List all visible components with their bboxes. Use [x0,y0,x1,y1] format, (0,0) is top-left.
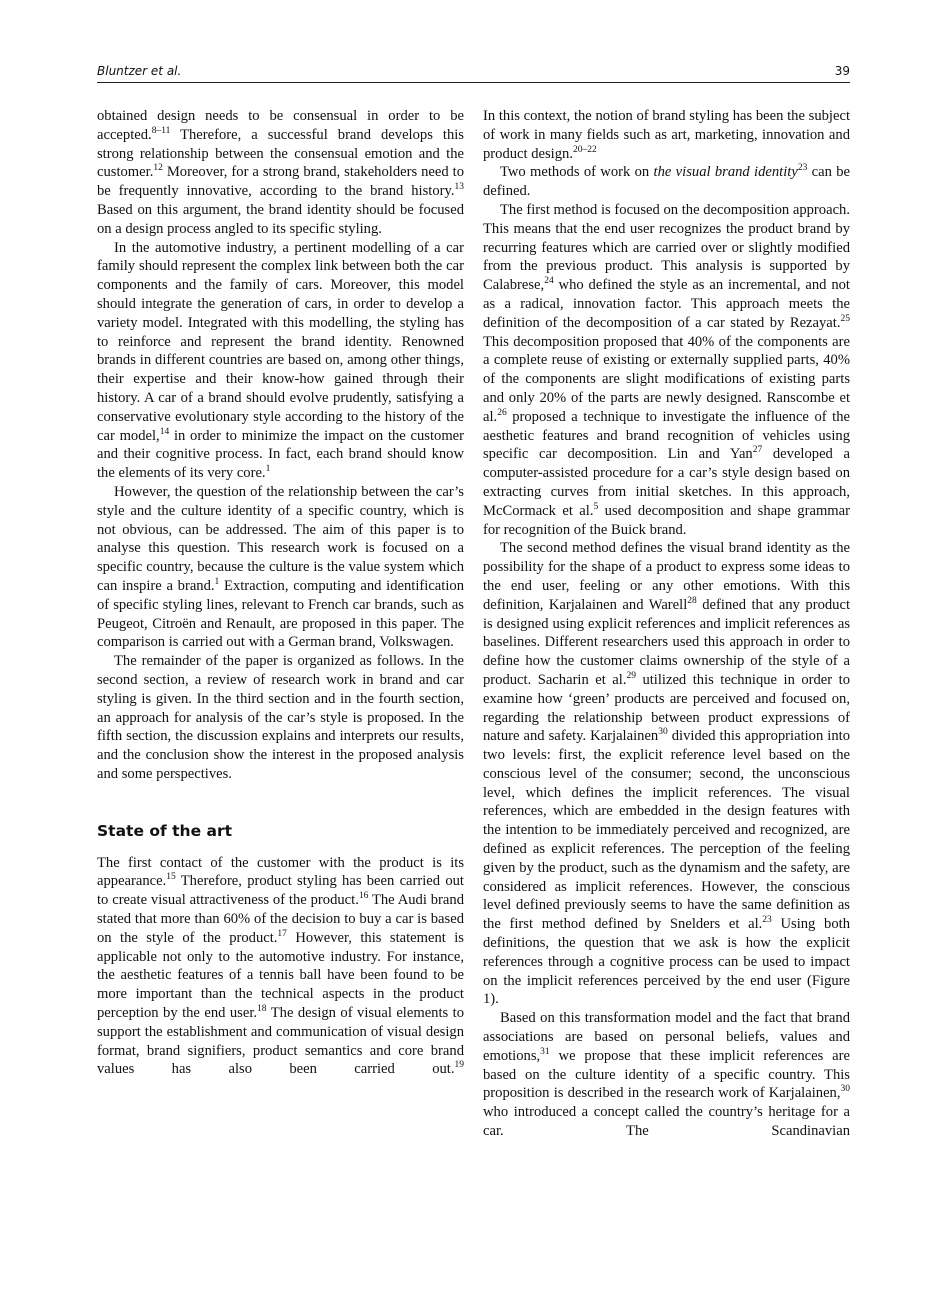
text-run: used decomposition and shape grammar for recognition of the Buick brand. [483,502,850,538]
body-paragraph [97,483,464,652]
text-run: The Audi brand stated that more than 60% of the decision to buy a car is based on the style of the product. [97,892,464,946]
citation-superscript: 19 [454,1060,464,1071]
body-paragraph [483,107,850,163]
text-run: However, this statement is applicable not only to the automotive industry. For instance, the aesthetic features of a tennis ball have been found to be more important than the technical aspects in the product perception by the end user. [97,929,464,1022]
text-run: who introduced a concept called the country’s heritage for a car. The Scandinavian [483,1104,850,1140]
text-run: utilized this technique in order to examine how ‘green’ products are perceived and focused on, regarding the relationship between product expressions of nature and safety. Karjalainen [483,671,850,745]
citation-superscript: 16 [358,891,369,902]
citation-superscript: 28 [687,595,697,606]
text-run: defined that any product is designed using explicit references and implicit references as baselines. Different researchers used this approach in order to define how the customer claims ownership of the style of a product. Sacharin et al. [483,596,851,688]
body-paragraph [483,1009,850,1141]
text-run: The first contact of the customer with the product is its appearance. [97,854,464,890]
text-run: In this context, the notion of brand styling has been the subject of work in many fields such as art, marketing, innovation and product design. [483,108,850,162]
left-column [97,107,464,1079]
citation-superscript: 17 [277,928,287,939]
citation-superscript: 18 [257,1004,267,1015]
text-run: The second method defines the visual brand identity as the possibility for the shape of a product to express some ideas to the end user, feeling or any other emotions. With this definition, Karjalainen and Warell [483,540,850,613]
text-run: obtained design needs to be consensual in order to be accepted. [97,108,464,143]
text-run: developed a computer-assisted procedure for a car’s style design based on extracting curves from initial sketches. In this approach, McCormack et al. [483,446,850,519]
citation-superscript: 31 [540,1046,550,1057]
citation-superscript: 27 [752,445,763,456]
citation-superscript: 24 [544,276,554,287]
citation-superscript: 14 [159,426,170,437]
text-run: proposed a technique to investigate the influence of the aesthetic features and brand recognition of vehicles using specific car decomposition. Lin and Yan [483,408,850,463]
citation-superscript: 23 [797,163,808,174]
body-paragraph [97,652,464,784]
text-run: Therefore, product styling has been carried out to create visual attractiveness of the product. [97,873,464,909]
text-run: Using both definitions, the question that we ask is how the explicit references through a cognitive process can be used to impact on the implicit references perceived by the end user (Figure 1). [483,916,850,1008]
section-heading: State of the art [97,821,233,840]
citation-superscript: 30 [658,727,668,738]
body-paragraph [483,163,850,201]
citation-superscript: 15 [166,872,176,883]
italic-text: the visual brand identity [653,164,798,181]
citation-superscript: 20–22 [572,144,597,155]
body-paragraph [483,539,850,1009]
running-header [97,62,850,83]
citation-superscript: 26 [497,407,507,418]
text-run: Based on this argument, the brand identity should be focused on a design process angled to its specific styling. [97,201,464,237]
text-run: However, the question of the relationship between the car’s style and the culture identity of a specific country, which is not obvious, can be addressed. The aim of this paper is to analyse this question. This research work is focused on a specific country, because the culture is the value system which can inspire a brand. [97,483,464,594]
text-run: Based on this transformation model and the fact that brand associations are based on personal beliefs, values and emotions, [483,1010,850,1064]
body-paragraph [97,239,464,483]
text-run: Moreover, for a strong brand, stakeholders need to be frequently innovative, according to the brand history. [97,164,464,200]
text-run: Two methods of work on [500,164,654,181]
body-paragraph [97,107,464,239]
citation-superscript: 8–11 [151,125,171,136]
citation-superscript: 13 [454,182,464,193]
citation-superscript: 12 [153,163,163,174]
citation-superscript: 25 [840,313,850,324]
text-run: can be defined. [483,164,850,200]
citation-superscript: 23 [762,915,772,926]
text-run: we propose that these implicit references are based on the culture identity of a specific country. This proposition is described in the research work of Karjalainen, [483,1047,850,1102]
right-column [483,107,850,1141]
left-paragraphs-intro [97,107,464,784]
citation-superscript: 30 [840,1084,850,1095]
left-paragraphs-state-of-art [97,854,464,1080]
text-run: In the automotive industry, a pertinent modelling of a car family should represent the complex link between both the car components and the family of cars. Moreover, this model should integrate the generation of cars, in order to develop a variety model. Integrated with this modelling, the styling has to reinforce and represent the brand identity. Renowned brands in different countries are based on, among other things, their expertise and their know-how gained through their history. A car of a brand should evolve prudently, satisfying a conservative evolutionary style according to the history of the car model, [97,239,464,444]
body-paragraph [483,201,850,539]
text-run: The remainder of the paper is organized as follows. In the second section, a review of research work in brand and car styling is given. In the third section and in the fourth section, an approach for analysis of the car’s style is proposed. In the fifth section, the discussion explains and interprets our results, and the conclusion show the interest in the proposed analysis and some perspectives. [97,653,464,782]
text-run: divided this appropriation into two levels: first, the explicit reference level based on the conscious level of the consumer; second, the unconscious level, which defines the implicit references. The visual references, which are embedded in the design features with the intention to be immediately perceived and recognized, are defined as explicit references. The perception of the feeling given by the product, such as the dynamism and the safety, are considered as implicit references. However, the conscious level defined previously seems to have the same definition as the first method defined by Snelders et al. [483,728,850,933]
running-header-authors: Bluntzer et al. [97,64,182,78]
citation-superscript: 5 [593,501,599,512]
text-run: The design of visual elements to support the establishment and communication of visual design format, brand signifiers, product semantics and core brand values has also been carried out. [97,1005,465,1078]
citation-superscript: 1 [214,576,220,587]
text-run: in order to minimize the impact on the customer and their cognitive process. In fact, each brand should know the elements of its very core. [97,427,465,482]
text-run: The first method is focused on the decomposition approach. This means that the end user recognizes the product brand by recurring features which are carried over or slightly modified from the previous product. This analysis is supported by Calabrese, [483,201,850,294]
text-run: This decomposition proposed that 40% of the components are a complete reuse of existing or externally supplied parts, 40% of the components are slight modifications of existing parts and only 20% of the parts are newly designed. Ranscombe et al. [483,333,850,425]
page-number: 39 [834,64,850,78]
citation-superscript: 29 [626,670,636,681]
text-run: Extraction, computing and identification of specific styling lines, relevant to French car brands, such as Peugeot, Citroën and Renault, are proposed in this paper. The comparison is carried out with a German brand, Volkswagen. [97,577,464,651]
text-run: Therefore, a successful brand develops this strong relationship between the consensual emotion and the customer. [97,126,464,181]
text-run: who defined the style as an incremental, and not as a radical, innovation factor. This approach meets the definition of the decomposition of a car stated by Rezayat. [483,277,850,331]
right-paragraphs [483,107,850,1141]
body-paragraph [97,854,464,1080]
citation-superscript: 1 [265,464,271,475]
